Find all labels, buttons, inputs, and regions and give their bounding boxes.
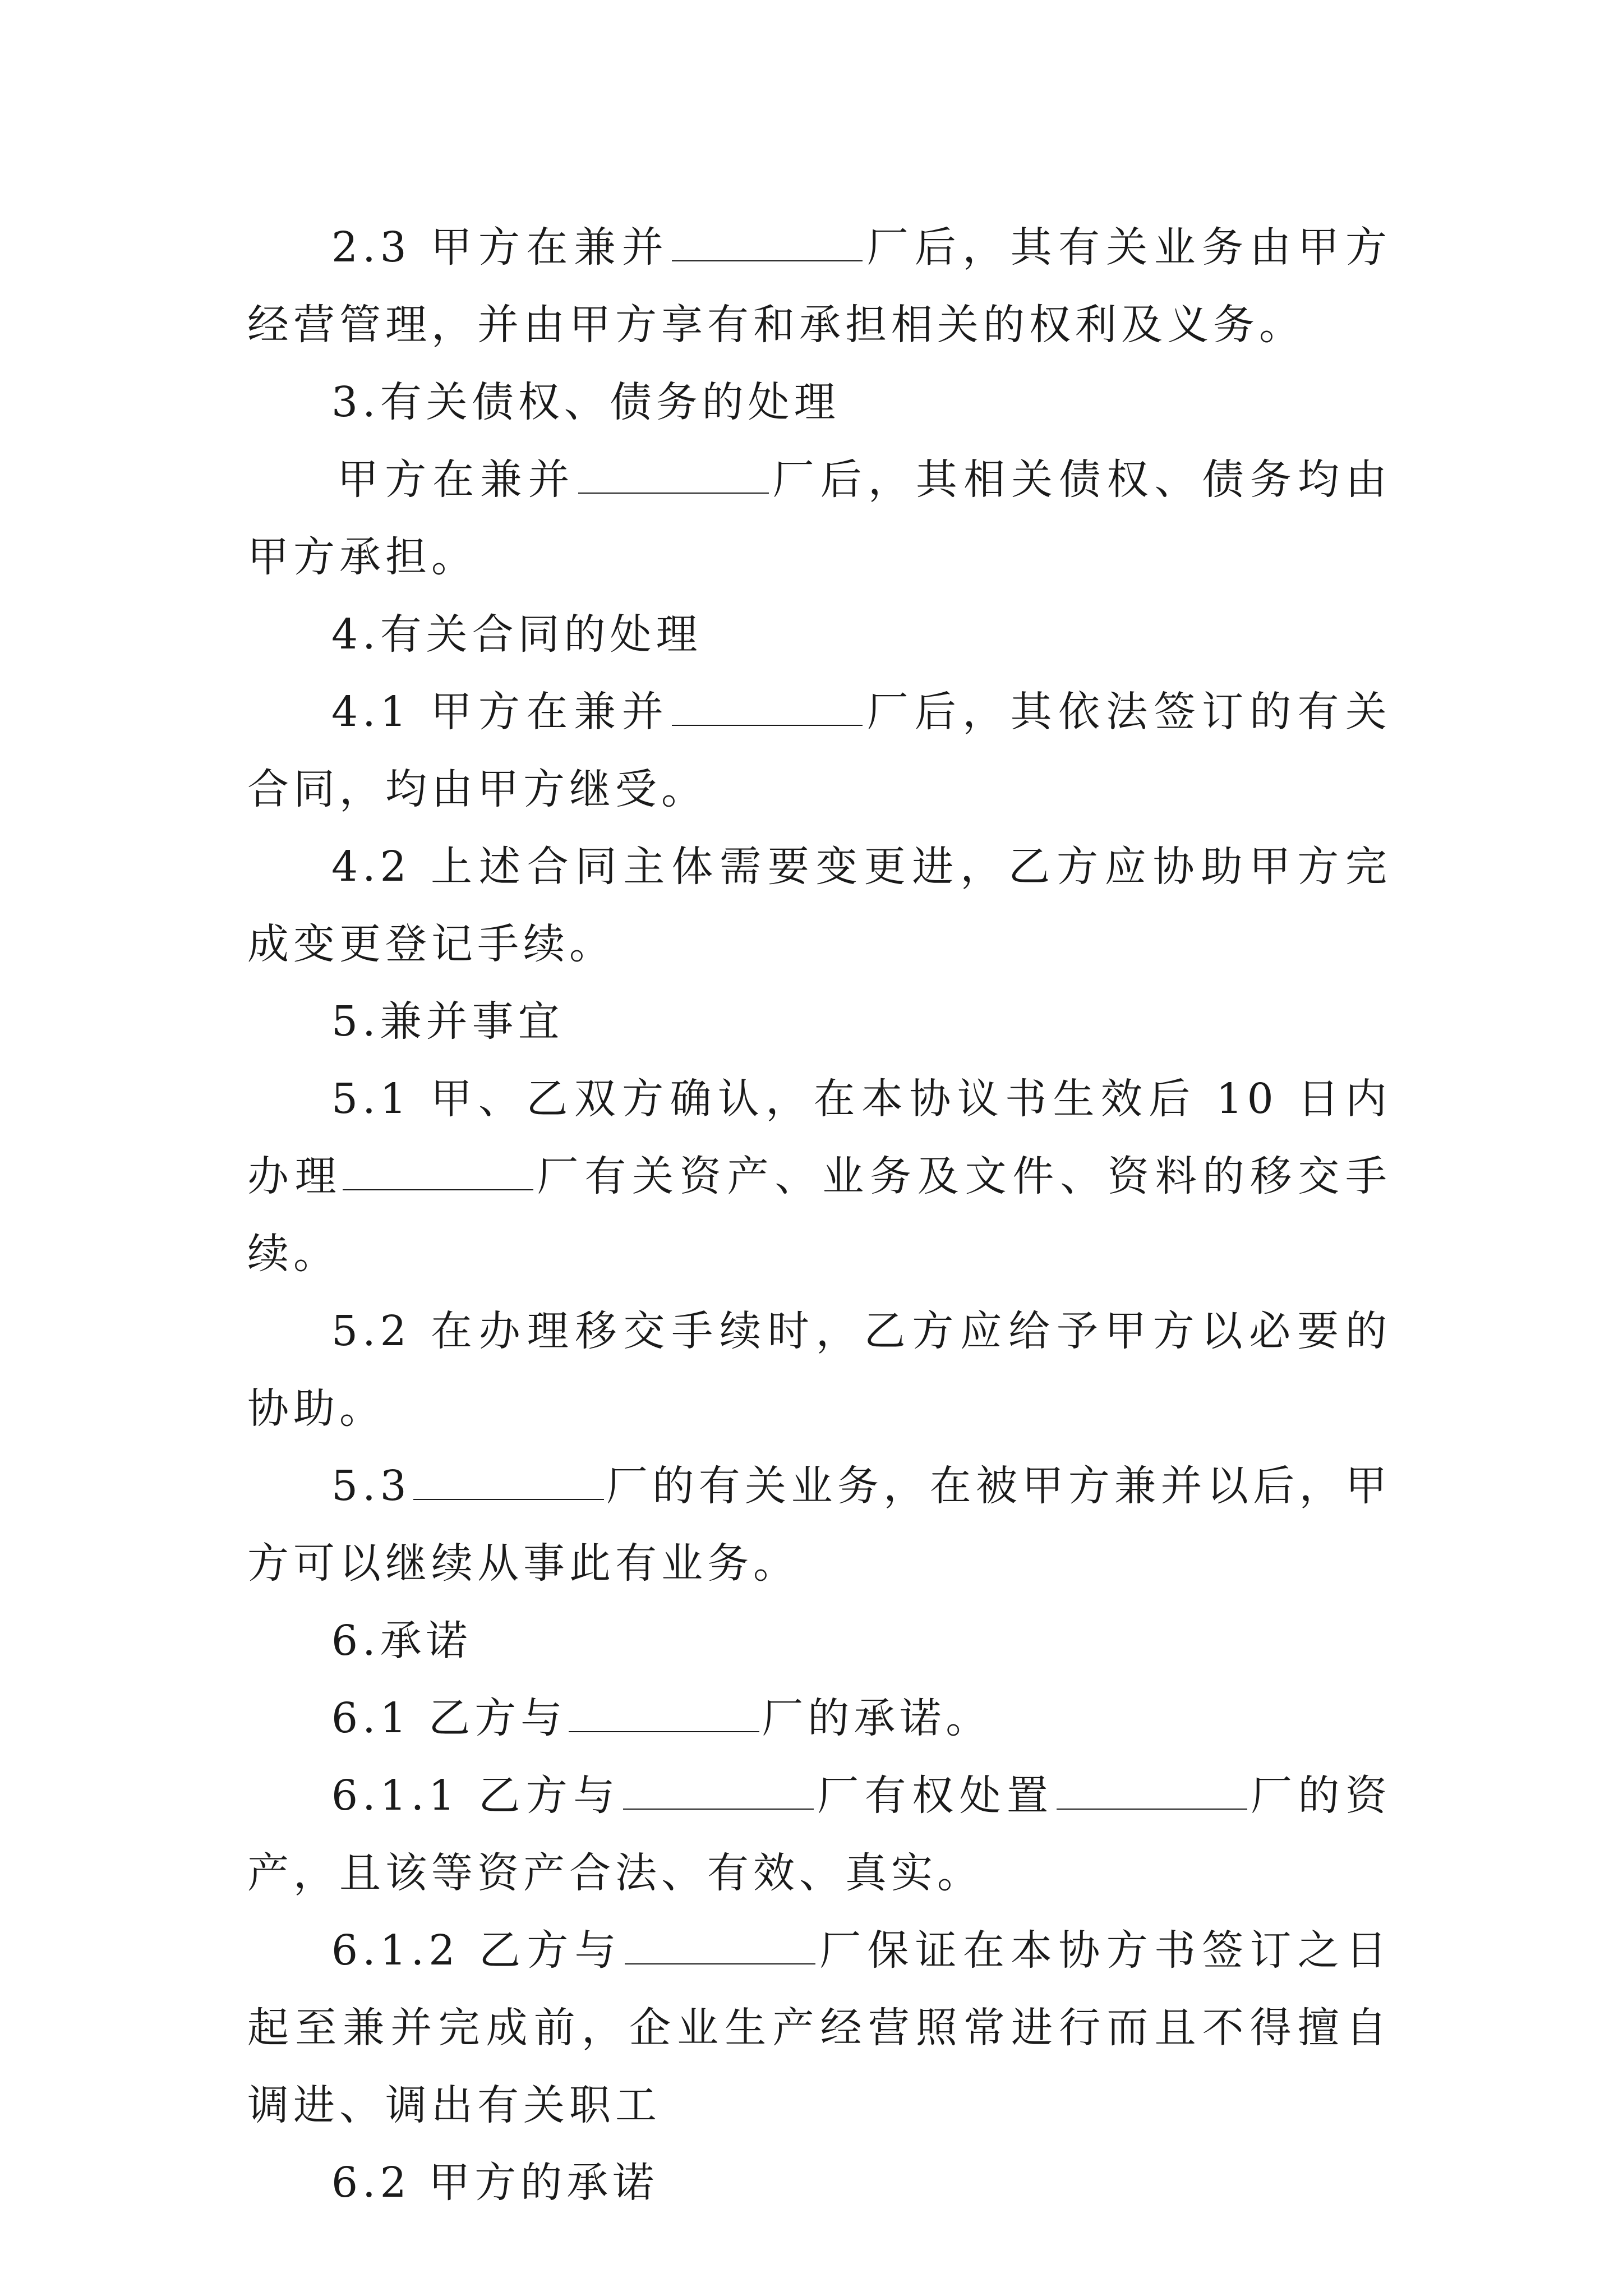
heading-6 bbox=[247, 1602, 1391, 1680]
clause-text: 厂后，其相关债权、债务均由甲方承担。 bbox=[247, 455, 1392, 581]
clause-6-2 bbox=[247, 2144, 1391, 2221]
fill-in-blank[interactable] bbox=[569, 1696, 759, 1732]
clause-text: 5.1 甲、乙双方确认，在本协议书生效后 10 日内办理 bbox=[247, 1075, 1391, 1200]
clause-text: 6.2 甲方的承诺 bbox=[331, 2159, 659, 2207]
fill-in-blank[interactable] bbox=[413, 1464, 604, 1500]
clause-5-1 bbox=[247, 1060, 1391, 1292]
clause-3-body bbox=[247, 441, 1391, 596]
clause-text: 厂保证在本协方书签订之日起至兼并完成前，企业生产经营照常进行而且不得擅自调进、调出有关职工 bbox=[247, 1926, 1391, 2129]
fill-in-blank[interactable] bbox=[672, 690, 863, 726]
clause-text: 厂的资产，且该等资产合法、有效、真实。 bbox=[247, 1772, 1392, 1897]
clause-2-3 bbox=[247, 209, 1391, 364]
fill-in-blank[interactable] bbox=[343, 1154, 533, 1190]
clause-text: 6.1 乙方与 bbox=[331, 1694, 567, 1742]
clause-5-3 bbox=[247, 1447, 1391, 1602]
fill-in-blank[interactable] bbox=[625, 1929, 815, 1964]
clause-6-1 bbox=[247, 1680, 1391, 1757]
clause-text: 厂有关资产、业务及文件、资料的移交手续。 bbox=[247, 1152, 1392, 1278]
clause-text: 2.3 甲方在兼并 bbox=[331, 223, 670, 272]
clause-text: 4.2 上述合同主体需要变更进，乙方应协助甲方完成变更登记手续。 bbox=[247, 843, 1391, 968]
document-body bbox=[247, 209, 1391, 2221]
heading-5 bbox=[247, 983, 1391, 1060]
clause-text: 厂后，其有关业务由甲方经营管理，并由甲方享有和承担相关的权利及义务。 bbox=[247, 223, 1391, 349]
section-heading: 6.承诺 bbox=[331, 1617, 472, 1665]
heading-4 bbox=[247, 596, 1391, 673]
clause-6-1-2 bbox=[247, 1912, 1391, 2144]
clause-text: 5.2 在办理移交手续时，乙方应给予甲方以必要的协助。 bbox=[247, 1307, 1391, 1433]
clause-text: 厂的承诺。 bbox=[762, 1694, 992, 1742]
fill-in-blank[interactable] bbox=[672, 226, 863, 261]
clause-4-1 bbox=[247, 673, 1391, 828]
clause-text: 6.1.2 乙方与 bbox=[331, 1926, 623, 1975]
clause-text: 厂的有关业务，在被甲方兼并以后，甲方可以继续从事此有业务。 bbox=[247, 1462, 1391, 1588]
fill-in-blank[interactable] bbox=[1057, 1774, 1247, 1810]
section-heading: 4.有关合同的处理 bbox=[331, 610, 702, 659]
clause-text: 4.1 甲方在兼并 bbox=[331, 688, 670, 736]
clause-text: 甲方在兼并 bbox=[337, 455, 576, 504]
section-heading: 5.兼并事宜 bbox=[331, 997, 564, 1046]
clause-5-2 bbox=[247, 1292, 1391, 1447]
fill-in-blank[interactable] bbox=[623, 1774, 814, 1810]
clause-text: 厂有权处置 bbox=[815, 1772, 1054, 1820]
heading-3 bbox=[247, 364, 1391, 441]
fill-in-blank[interactable] bbox=[578, 458, 769, 494]
clause-text: 厂后，其依法签订的有关合同，均由甲方继受。 bbox=[247, 688, 1391, 813]
clause-4-2 bbox=[247, 828, 1391, 983]
clause-text: 6.1.1 乙方与 bbox=[331, 1772, 621, 1820]
section-heading: 3.有关债权、债务的处理 bbox=[331, 378, 840, 426]
clause-text: 5.3 bbox=[331, 1462, 411, 1510]
clause-6-1-1 bbox=[247, 1757, 1391, 1912]
